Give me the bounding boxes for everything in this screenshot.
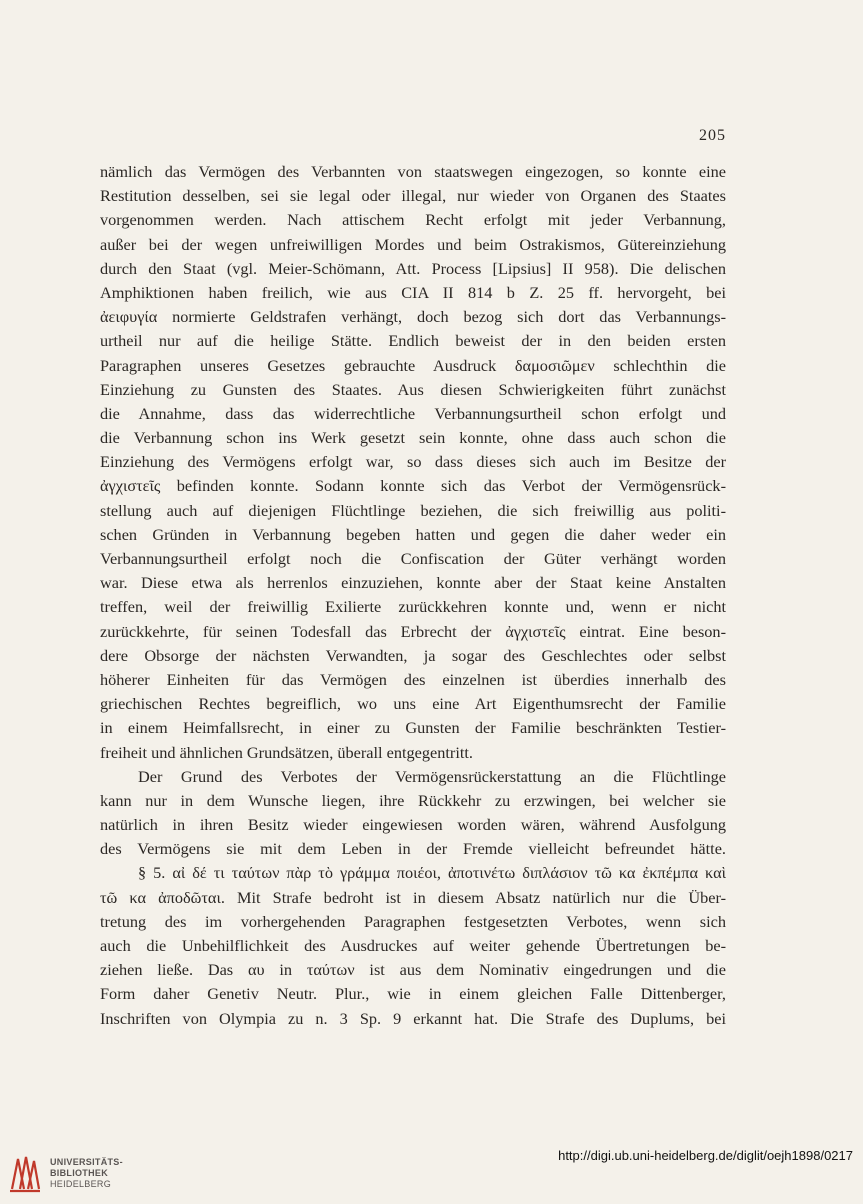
text-line: tretung des im vorhergehenden Paragraphen festgesetzten Verbotes, wenn sich [100, 911, 726, 931]
text-line: Einziehung des Vermögens erfolgt war, so dass dieses sich auch im Besitze der [100, 452, 726, 472]
text-line: Paragraphen unseres Gesetzes gebrauchte Ausdruck δαμοσιῶμεν schlechthin die [100, 355, 726, 375]
text-line: Verbannungsurtheil erfolgt noch die Confiscation der Güter verhängt worden [100, 549, 726, 568]
text-line: ἀγχιστεῖς befinden konnte. Sodann konnte sich das Verbot der Vermögensrück- [100, 476, 726, 496]
text-line: Der Grund des Verbotes der Vermögensrückerstattung an die Flüchtlinge [138, 766, 726, 786]
text-line: urtheil nur auf die heilige Stätte. Endlich beweist der in den beiden ersten [100, 331, 726, 351]
text-line: außer bei der wegen unfreiwilligen Mordes und beim Ostrakismos, Gütereinziehung [100, 234, 726, 254]
text-line: war. Diese etwa als herrenlos einzuziehen, konnte aber der Staat keine Anstalten [100, 573, 726, 593]
text-line: Form daher Genetiv Neutr. Plur., wie in einem gleichen Falle Dittenberger, [100, 984, 726, 1004]
text-line: freiheit und ähnlichen Grundsätzen, überall entgegentritt. [100, 742, 473, 762]
library-name-line2: BIBLIOTHEK [50, 1167, 108, 1178]
text-line: τῶ κα ἀποδῶται. Mit Strafe bedroht ist in diesem Absatz natürlich nur die Über- [100, 887, 726, 907]
text-line: des Vermögens sie mit dem Leben in der Fremde vielleicht befreundet hätte. [100, 839, 726, 859]
library-name-line3: HEIDELBERG [50, 1178, 112, 1189]
text-line: höherer Einheiten für das Vermögen des einzelnen ist überdies innerhalb des [100, 669, 726, 689]
body-text [100, 160, 726, 1031]
library-logo[interactable] [8, 1150, 123, 1196]
text-line: durch den Staat (vgl. Meier-Schömann, Att. Process [Lipsius] II 958). Die delischen [100, 258, 726, 278]
library-name [50, 1157, 123, 1190]
text-line: ἀειφυγία normierte Geldstrafen verhängt, doch bezog sich dort das Verbannungs- [100, 307, 726, 327]
source-url-link[interactable]: http://digi.ub.uni-heidelberg.de/diglit/oejh1898/0217 [558, 1148, 853, 1163]
library-name-line1: UNIVERSITÄTS- [50, 1156, 123, 1167]
text-line: Amphiktionen haben freilich, wie aus CIA II 814 b Z. 25 ff. hervorgeht, bei [100, 282, 726, 302]
text-line: Einziehung zu Gunsten des Staates. Aus diesen Schwierigkeiten führt zunächst [100, 379, 726, 399]
text-line: kann nur in dem Wunsche liegen, ihre Rückkehr zu erzwingen, bei welcher sie [100, 790, 726, 810]
text-line: die Annahme, dass das widerrechtliche Verbannungsurtheil schon erfolgt und [100, 403, 726, 423]
text-line: auch die Unbehilflichkeit des Ausdruckes auf weiter gehende Übertretungen be- [100, 936, 726, 955]
text-line: dere Obsorge der nächsten Verwandten, ja sogar des Geschlechtes oder selbst [100, 645, 726, 665]
text-line: natürlich in ihren Besitz wieder eingewiesen worden wären, während Ausfolgung [100, 815, 726, 835]
text-line: stellung auch auf diejenigen Flüchtlinge beziehen, die sich freiwillig aus politi- [100, 500, 726, 520]
text-line: § 5. αἰ δέ τι ταύτων πὰρ τὸ γράμμα ποιέοι, ἀποτινέτω διπλάσιον τῶ κα ἐκπέμπα καὶ [138, 863, 726, 883]
text-line: in einem Heimfallsrecht, in einer zu Gunsten der Familie beschränkten Testier- [100, 718, 726, 738]
text-line: ziehen ließe. Das αυ in ταύτων ist aus dem Nominativ eingedrungen und die [100, 960, 726, 980]
text-line: zurückkehrte, für seinen Todesfall das Erbrecht der ἀγχιστεῖς eintrat. Eine beson- [100, 621, 726, 641]
university-library-seal-icon [8, 1151, 42, 1195]
text-line: vorgenommen werden. Nach attischem Recht erfolgt mit jeder Verbannung, [100, 210, 726, 230]
text-line: die Verbannung schon ins Werk gesetzt sein konnte, ohne dass auch schon die [100, 428, 726, 448]
text-line: Inschriften von Olympia zu n. 3 Sp. 9 erkannt hat. Die Strafe des Duplums, bei [100, 1008, 726, 1028]
page-number: 205 [699, 127, 726, 144]
text-line: treffen, weil der freiwillig Exilierte zurückkehren konnte und, wenn er nicht [100, 597, 726, 617]
text-line: Restitution desselben, sei sie legal oder illegal, nur wieder von Organen des Staates [100, 186, 726, 206]
text-line: nämlich das Vermögen des Verbannten von staatswegen eingezogen, so konnte eine [100, 162, 726, 181]
text-line: griechischen Rechtes begreiflich, wo uns eine Art Eigenthumsrecht der Familie [100, 694, 726, 714]
text-line: schen Gründen in Verbannung begeben hatten und gegen die daher weder ein [100, 524, 726, 544]
